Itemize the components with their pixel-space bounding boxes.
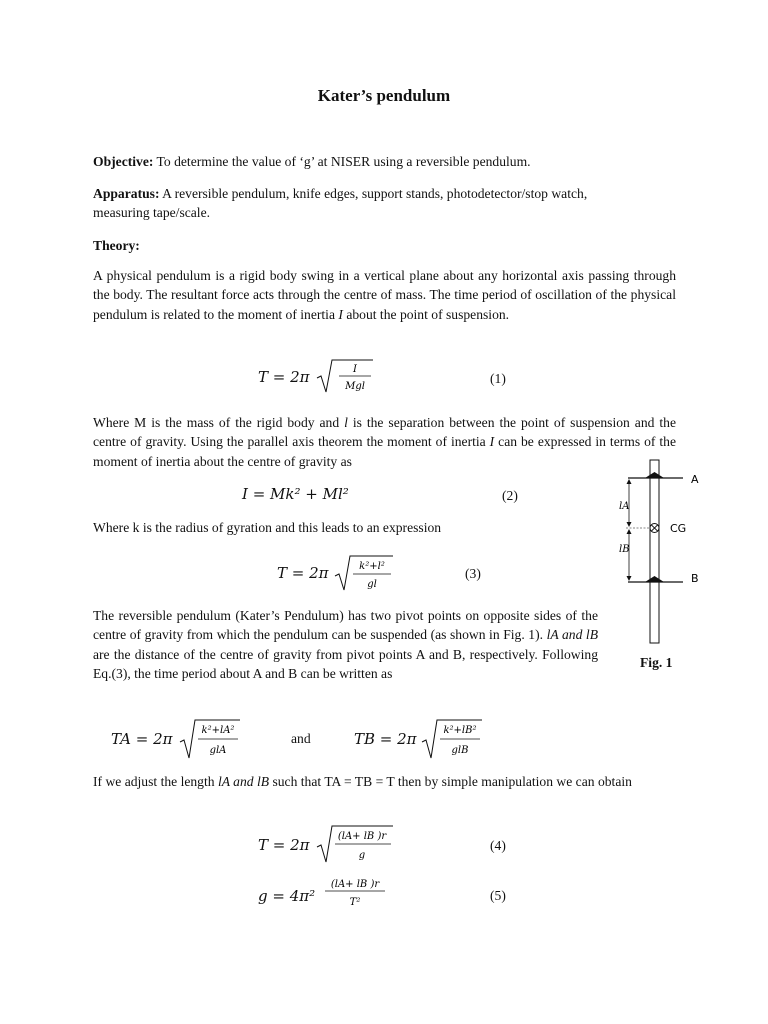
- theory-heading: Theory:: [93, 238, 140, 253]
- eq-tb-lhs: TB = 2π: [354, 730, 417, 748]
- theory-paragraph-5: [93, 772, 676, 791]
- objective-text: To determine the value of ‘g’ at NISER using a reversible pendulum.: [156, 154, 531, 169]
- eq-and: and: [291, 731, 311, 746]
- eq3-numerator: k²+l²: [359, 561, 385, 572]
- label-cg: CG: [670, 522, 687, 535]
- para4-line2: sides of the centre of gravity from which the pendulum can be suspended (as: [93, 608, 598, 643]
- eq4-lhs: T = 2π: [258, 836, 310, 854]
- para1-line3: period of oscillation of the physical pendulum is related to the moment of inertia: [93, 287, 676, 322]
- para5-line2: obtain: [597, 774, 632, 789]
- eq5-denominator: T²: [349, 897, 361, 908]
- figure-caption: Fig. 1: [640, 655, 673, 670]
- para1-line1: A physical pendulum is a rigid body swing in a vertical plane about any horizontal axis: [93, 268, 584, 283]
- eq5-fraction: [322, 874, 388, 910]
- theory-paragraph-4: [93, 606, 598, 683]
- eq-tb-numerator: k²+lB²: [443, 725, 477, 736]
- eq1-radical: [315, 356, 375, 396]
- eq1-lhs: T = 2π: [258, 368, 310, 386]
- eq5-lhs: g = 4π²: [258, 887, 316, 905]
- para4-length-symbols: lA and lB: [546, 627, 599, 643]
- para5-line1: If we adjust the length: [93, 774, 218, 789]
- objective-label: Objective:: [93, 154, 154, 169]
- eq5-numerator: (lA+ lB )r: [330, 879, 380, 890]
- para1-line4: point of suspension.: [399, 306, 510, 322]
- eq-ta-lhs: TA = 2π: [111, 730, 173, 748]
- page-title: Kater’s pendulum: [317, 86, 451, 105]
- para2-line2: and the centre of gravity. Using the parallel axis theorem the moment of inertia: [93, 415, 676, 450]
- pendulum-figure: [595, 455, 715, 655]
- para5-length-symbols: lA and lB: [217, 774, 270, 789]
- eq-tb-radical: [420, 716, 484, 762]
- eq-ta-denominator: glA: [209, 745, 227, 756]
- inertia-symbol: I: [489, 434, 495, 450]
- para4-line3: shown in Fig. 1).: [450, 627, 547, 643]
- para2-line1-end: is the separation between the point of suspension: [347, 415, 630, 430]
- para2-line3: expressed in terms of the moment of inertia about the centre of gravity as: [93, 434, 676, 469]
- eq2-number: (2): [502, 488, 518, 503]
- para2-line2-end: can be: [494, 434, 534, 450]
- eq-ta-numerator: k²+lA²: [201, 725, 235, 736]
- eq3-radical: [333, 552, 395, 594]
- moment-of-inertia-symbol: I: [338, 306, 343, 322]
- eq-tb-denominator: glB: [451, 745, 469, 756]
- para1-line2: passing through the body. The resultant force acts through the centre of mass. The time: [93, 268, 677, 303]
- knife-edge-b-wedge: [645, 576, 664, 582]
- label-la: lA: [619, 501, 630, 512]
- eq4-denominator: g: [358, 850, 366, 861]
- eq4-numerator: (lA+ lB )r: [337, 831, 387, 842]
- apparatus-text-1: A reversible pendulum, knife edges, support stands, photodetector/stop watch,: [162, 186, 588, 201]
- theory-paragraph-2: [93, 413, 676, 471]
- eq4-number: (4): [490, 838, 506, 853]
- pendulum-rod: [650, 460, 659, 643]
- eq1-denominator: Mgl: [345, 381, 365, 392]
- eq-ta-radical: [178, 716, 242, 762]
- para4-line4: points A and B, respectively. Following Eq.(3), the time period about A and B: [93, 646, 598, 681]
- para2-line1: Where M is the mass of the rigid body and: [93, 415, 345, 430]
- eq3-number: (3): [465, 566, 481, 581]
- apparatus-label: Apparatus:: [93, 186, 160, 201]
- eq1-number: (1): [490, 371, 506, 386]
- label-lb: lB: [619, 544, 630, 555]
- objective-paragraph: [93, 152, 676, 171]
- eq5-number: (5): [490, 888, 506, 903]
- apparatus-text-2: measuring tape/scale.: [93, 205, 211, 221]
- theory-paragraph-1: [93, 266, 676, 324]
- para5-line1-end: such that TA = TB = T then by simple manipulation we can: [269, 774, 595, 789]
- para4-line5: can be written as: [300, 665, 393, 681]
- para1-line3-end: about the: [342, 306, 397, 322]
- para4-line3-end: are the distance of the centre of gravity from pivot: [93, 646, 375, 662]
- eq3-denominator: gl: [367, 579, 377, 590]
- label-b: B: [691, 572, 699, 585]
- eq2: I = Mk² + Ml²: [242, 485, 349, 503]
- eq3-lhs: T = 2π: [277, 564, 329, 582]
- para4-line1: The reversible pendulum (Kater’s Pendulum) has two pivot points on opposite: [93, 608, 530, 623]
- separation-symbol: l: [344, 415, 348, 430]
- theory-paragraph-3: Where k is the radius of gyration and this leads to an expression: [93, 520, 442, 535]
- eq4-radical: [315, 822, 395, 866]
- apparatus-paragraph: [93, 184, 676, 223]
- knife-edge-a-wedge: [645, 472, 664, 478]
- eq1-numerator: I: [353, 364, 357, 375]
- label-a: A: [691, 473, 699, 486]
